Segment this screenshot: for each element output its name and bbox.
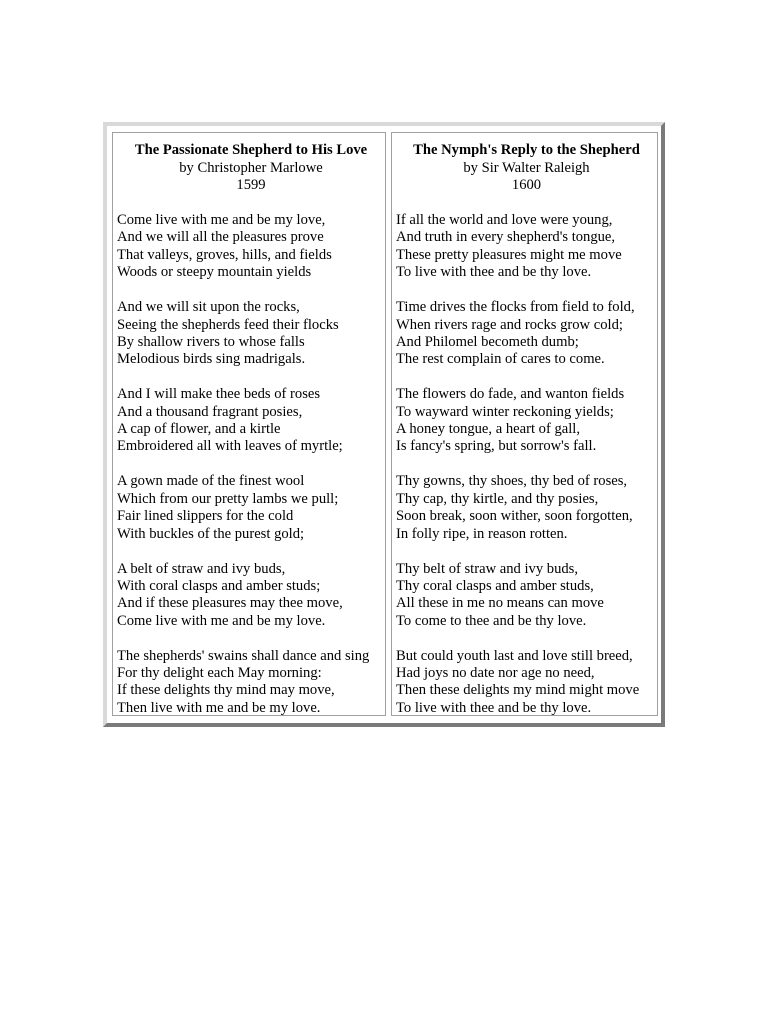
verse-line: And we will sit upon the rocks,	[117, 299, 300, 316]
poem-stanzas	[117, 212, 385, 717]
verse-line: Then these delights my mind might move	[396, 682, 640, 699]
verse-line: All these in me no means can move	[396, 595, 604, 612]
verse-line: And a thousand fragrant posies,	[117, 403, 303, 420]
verse-line: Thy belt of straw and ivy buds,	[396, 560, 578, 577]
verse-line: Then live with me and be my love.	[117, 699, 321, 716]
verse-line: Thy coral clasps and amber studs,	[396, 577, 594, 594]
verse-line: Embroidered all with leaves of myrtle;	[117, 438, 343, 455]
verse-line: And we will all the pleasures prove	[117, 229, 324, 246]
verse-line: If these delights thy mind may move,	[117, 682, 335, 699]
poem-year: 1600	[511, 177, 542, 193]
verse-line: For thy delight each May morning:	[117, 665, 322, 682]
verse-line: Time drives the flocks from field to fold,	[396, 299, 635, 316]
stanza	[117, 648, 385, 718]
verse-line: A honey tongue, a heart of gall,	[396, 421, 580, 438]
verse-line: The shepherds' swains shall dance and sing	[117, 647, 370, 664]
stanza	[396, 648, 657, 718]
verse-line: The flowers do fade, and wanton fields	[396, 386, 625, 403]
stanza	[117, 386, 385, 456]
verse-line: Had joys no date nor age no need,	[396, 665, 595, 682]
verse-line: A gown made of the finest wool	[117, 473, 305, 490]
verse-line: With coral clasps and amber studs;	[117, 577, 321, 594]
verse-line: And Philomel becometh dumb;	[396, 333, 579, 350]
stanza	[117, 299, 385, 369]
verse-line: When rivers rage and rocks grow cold;	[396, 316, 623, 333]
verse-line: But could youth last and love still breed,	[396, 647, 633, 664]
poem-title: The Nymph's Reply to the Shepherd	[413, 142, 640, 158]
stanza	[396, 386, 657, 456]
poem-comparison-table	[103, 122, 665, 727]
verse-line: Woods or steepy mountain yields	[117, 264, 312, 281]
stanza	[117, 561, 385, 631]
verse-line: In folly ripe, in reason rotten.	[396, 525, 568, 542]
verse-line: Come live with me and be my love,	[117, 212, 326, 228]
verse-line: To live with thee and be thy love.	[396, 264, 592, 281]
poem-header	[117, 142, 385, 195]
verse-line: The rest complain of cares to come.	[396, 351, 605, 368]
poem-title: The Passionate Shepherd to His Love	[134, 142, 368, 158]
verse-line: A cap of flower, and a kirtle	[117, 421, 281, 438]
verse-line: By shallow rivers to whose falls	[117, 333, 305, 350]
stanza	[396, 473, 657, 543]
verse-line: A belt of straw and ivy buds,	[117, 560, 286, 577]
stanza	[117, 473, 385, 543]
verse-line: Thy gowns, thy shoes, thy bed of roses,	[396, 473, 628, 490]
verse-line: Thy cap, thy kirtle, and thy posies,	[396, 490, 599, 507]
stanza	[117, 212, 385, 282]
verse-line: With buckles of the purest gold;	[117, 525, 305, 542]
verse-line: Fair lined slippers for the cold	[117, 508, 294, 525]
stanza	[396, 299, 657, 369]
poem-author: by Sir Walter Raleigh	[463, 159, 590, 176]
raleigh-poem-cell	[391, 132, 658, 716]
verse-line: Come live with me and be my love.	[117, 612, 326, 629]
verse-line: And if these pleasures may thee move,	[117, 595, 343, 612]
verse-line: That valleys, groves, hills, and fields	[117, 246, 332, 263]
stanza	[396, 561, 657, 631]
verse-line: To come to thee and be thy love.	[396, 612, 587, 629]
poem-author: by Christopher Marlowe	[179, 159, 323, 176]
verse-line: If all the world and love were young,	[396, 212, 613, 228]
verse-line: And I will make thee beds of roses	[117, 386, 321, 403]
verse-line: These pretty pleasures might me move	[396, 246, 622, 263]
poem-header	[396, 142, 657, 195]
marlowe-poem-cell	[112, 132, 386, 716]
verse-line: Seeing the shepherds feed their flocks	[117, 316, 339, 333]
poem-stanzas	[396, 212, 657, 717]
verse-line: To wayward winter reckoning yields;	[396, 403, 614, 420]
stanza	[396, 212, 657, 282]
verse-line: Is fancy's spring, but sorrow's fall.	[396, 438, 597, 455]
verse-line: To live with thee and be thy love.	[396, 699, 592, 716]
verse-line: Which from our pretty lambs we pull;	[117, 490, 339, 507]
verse-line: Soon break, soon wither, soon forgotten,	[396, 508, 633, 525]
verse-line: And truth in every shepherd's tongue,	[396, 229, 616, 246]
poem-year: 1599	[236, 177, 266, 193]
verse-line: Melodious birds sing madrigals.	[117, 351, 306, 368]
